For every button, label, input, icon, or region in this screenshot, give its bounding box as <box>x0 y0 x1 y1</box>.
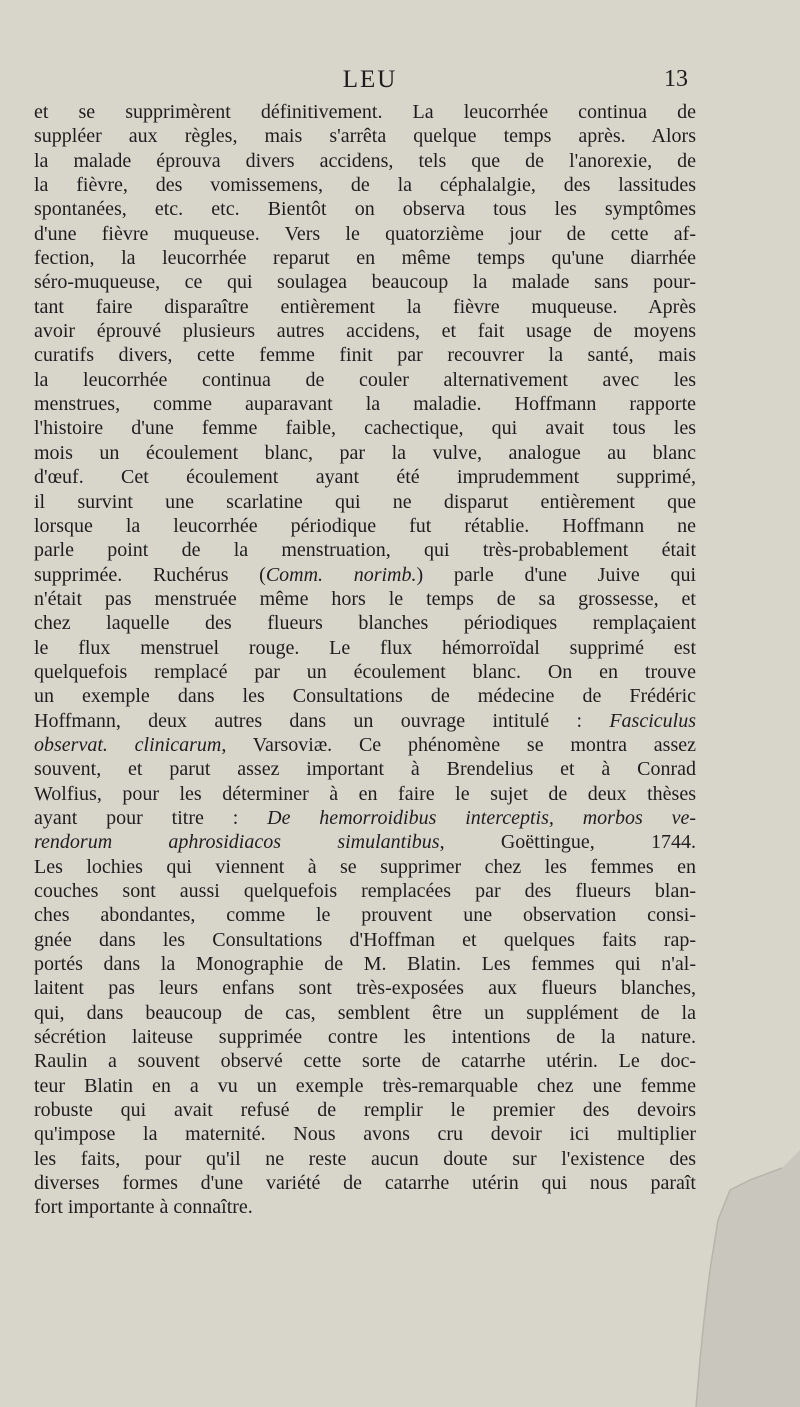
text-line <box>34 903 696 927</box>
text-run: Hoffmann, deux autres dans un ouvrage intitulé : <box>34 709 610 732</box>
text-line <box>34 684 696 708</box>
text-line <box>34 246 696 270</box>
text-run: le flux menstruel rouge. Le flux hémorroïdal supprimé est <box>34 636 696 659</box>
text-line <box>34 879 696 903</box>
text-run: couches sont aussi quelquefois remplacées par des flueurs blan- <box>34 880 696 902</box>
text-line <box>34 855 696 879</box>
text-run: tant faire disparaître entièrement la fièvre muqueuse. Après <box>34 295 696 318</box>
text-line <box>34 295 696 319</box>
text-run: les faits, pour qu'il ne reste aucun doute sur l'existence des <box>34 1147 696 1170</box>
text-line <box>34 1074 696 1098</box>
text-line <box>34 222 696 246</box>
text-run: Wolfius, pour les déterminer à en faire le sujet de deux thèses <box>34 782 696 805</box>
text-run: teur Blatin en a vu un exemple très-remarquable chez une femme <box>34 1074 696 1097</box>
text-run: la malade éprouva divers accidens, tels que de l'anorexie, de <box>34 149 696 172</box>
text-line <box>34 124 696 148</box>
italic-text: observat. clinicarum <box>34 733 222 756</box>
text-line <box>34 514 696 538</box>
text-line <box>34 660 696 684</box>
text-line <box>34 319 696 343</box>
text-line <box>34 173 696 197</box>
italic-text: Fasciculus <box>609 709 696 732</box>
text-run: portés dans la Monographie de M. Blatin. Les femmes qui n'al- <box>34 953 696 976</box>
text-line <box>34 563 696 587</box>
italic-text: Comm. norimb. <box>265 563 417 586</box>
text-line <box>34 636 696 660</box>
text-line <box>34 1171 696 1195</box>
text-line <box>34 100 696 124</box>
text-run: la fièvre, des vomissemens, de la céphalalgie, des lassitudes <box>34 174 696 197</box>
text-run: curatifs divers, cette femme finit par recouvrer la santé, mais <box>34 344 696 367</box>
text-line <box>34 270 696 294</box>
text-line <box>34 1195 696 1219</box>
text-run: d'œuf. Cet écoulement ayant été imprudemment supprimé, <box>34 466 696 489</box>
italic-text: rendorum aphrosidiacos simulantibus <box>34 831 440 854</box>
text-run: souvent, et parut assez important à Brendelius et à Conrad <box>34 758 696 781</box>
text-run: , Goëttingue, 1744. <box>439 831 696 854</box>
text-run: diverses formes d'une variété de catarrhe utérin qui nous paraît <box>34 1172 696 1195</box>
text-line <box>34 490 696 514</box>
text-run: avoir éprouvé plusieurs autres accidens, et fait usage de moyens <box>34 320 696 343</box>
text-run: lorsque la leucorrhée périodique fut rétablie. Hoffmann ne <box>34 514 696 537</box>
running-head: LEU <box>342 66 398 93</box>
text-run: parle point de la menstruation, qui très-probablement était <box>34 539 696 562</box>
text-line <box>34 782 696 806</box>
text-run: , Varsoviæ. Ce phénomène se montra assez <box>221 733 696 756</box>
text-run: spontanées, etc. etc. Bientôt on observa tous les symptômes <box>34 198 696 221</box>
torn-paper-edge <box>690 1150 800 1407</box>
text-line <box>34 343 696 367</box>
text-run: chez laquelle des flueurs blanches périodiques remplaçaient <box>34 612 696 635</box>
text-line <box>34 1098 696 1122</box>
page-number: 13 <box>664 66 688 92</box>
text-line <box>34 806 696 830</box>
text-run: suppléer aux règles, mais s'arrêta quelque temps après. Alors <box>34 125 696 148</box>
text-line <box>34 733 696 757</box>
text-run: Les lochies qui viennent à se supprimer chez les femmes en <box>34 855 696 878</box>
text-run: Raulin a souvent observé cette sorte de catarrhe utérin. Le doc- <box>34 1050 696 1073</box>
text-line <box>34 465 696 489</box>
text-run: supprimée. Ruchérus ( <box>34 563 266 586</box>
text-run: qui, dans beaucoup de cas, semblent être un supplément de la <box>34 1001 696 1024</box>
text-run: quelquefois remplacé par un écoulement blanc. On en trouve <box>34 660 696 683</box>
text-run: laitent pas leurs enfans sont très-exposées aux flueurs blanches, <box>34 977 696 1000</box>
text-line <box>34 587 696 611</box>
text-line <box>34 1025 696 1049</box>
text-line <box>34 416 696 440</box>
text-run: robuste qui avait refusé de remplir le premier des devoirs <box>34 1099 696 1122</box>
text-run: fection, la leucorrhée reparut en même temps qu'une diarrhée <box>34 247 696 270</box>
text-line <box>34 538 696 562</box>
text-line <box>34 976 696 1000</box>
text-run: ) parle d'une Juive qui <box>416 563 696 586</box>
text-run: et se supprimèrent définitivement. La leucorrhée continua de <box>34 101 696 123</box>
text-run: l'histoire d'une femme faible, cachectique, qui avait tous les <box>34 417 696 440</box>
text-line <box>34 149 696 173</box>
text-run: la leucorrhée continua de couler alternativement avec les <box>34 368 696 391</box>
text-run: ayant pour titre : <box>34 806 268 829</box>
text-run: gnée dans les Consultations d'Hoffman et quelques faits rap- <box>34 928 696 951</box>
text-line <box>34 1147 696 1171</box>
text-line <box>34 441 696 465</box>
text-line <box>34 368 696 392</box>
page-header <box>0 66 800 98</box>
text-run: mois un écoulement blanc, par la vulve, analogue au blanc <box>34 441 696 464</box>
italic-text: De hemorroidibus interceptis, morbos ve- <box>267 806 696 829</box>
text-line <box>34 952 696 976</box>
text-run: qu'impose la maternité. Nous avons cru devoir ici multiplier <box>34 1123 696 1146</box>
text-run: fort importante à connaître. <box>34 1196 253 1219</box>
text-line <box>34 1122 696 1146</box>
text-run: n'était pas menstruée même hors le temps de sa grossesse, et <box>34 587 696 610</box>
text-line <box>34 611 696 635</box>
text-run: menstrues, comme auparavant la maladie. Hoffmann rapporte <box>34 393 696 416</box>
text-line <box>34 928 696 952</box>
body-text <box>34 100 696 1220</box>
text-run: sécrétion laiteuse supprimée contre les intentions de la nature. <box>34 1026 696 1049</box>
text-line <box>34 197 696 221</box>
text-line <box>34 1049 696 1073</box>
text-run: un exemple dans les Consultations de médecine de Frédéric <box>34 685 696 708</box>
text-line <box>34 757 696 781</box>
text-run: ches abondantes, comme le prouvent une observation consi- <box>34 904 696 927</box>
text-line <box>34 709 696 733</box>
text-line <box>34 1001 696 1025</box>
text-run: il survint une scarlatine qui ne disparut entièrement que <box>34 490 696 513</box>
text-run: séro-muqueuse, ce qui soulagea beaucoup la malade sans pour- <box>34 271 696 294</box>
text-run: d'une fièvre muqueuse. Vers le quatorzième jour de cette af- <box>34 222 696 245</box>
text-line <box>34 392 696 416</box>
text-line <box>34 830 696 854</box>
